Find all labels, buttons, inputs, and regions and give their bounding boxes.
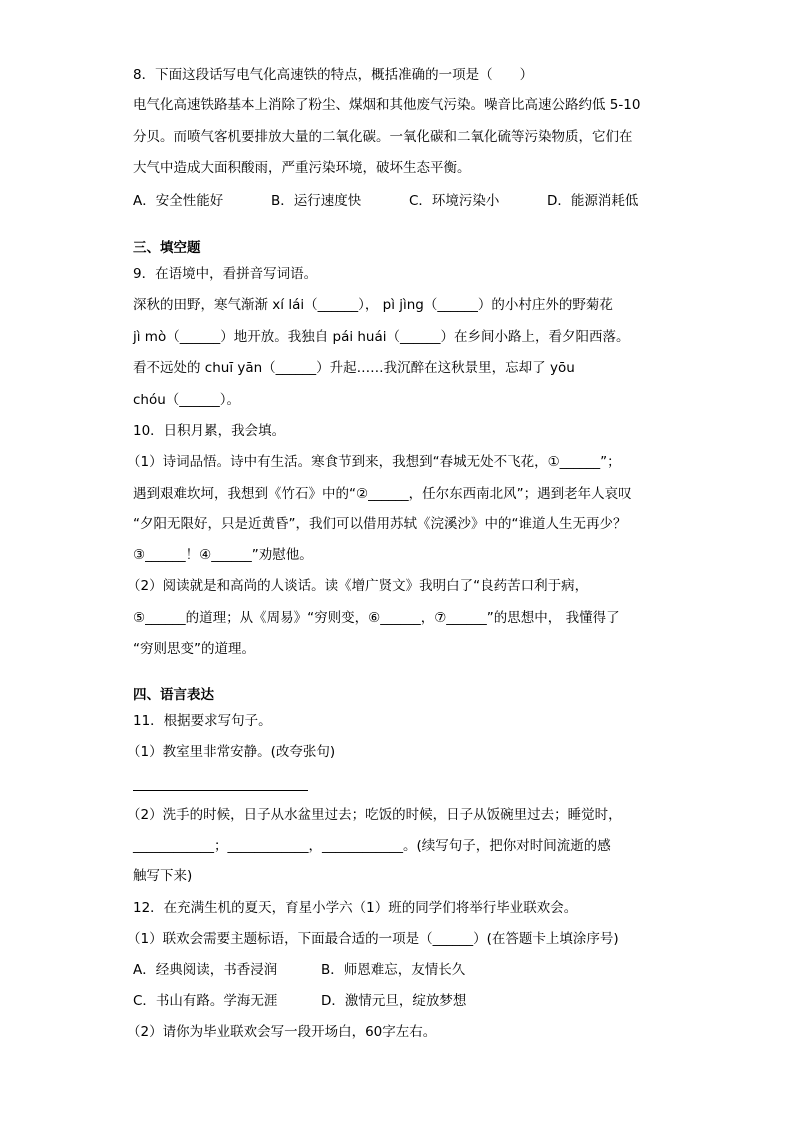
q8-stem: 8．下面这段话写电气化高速铁的特点，概括准确的一项是（ ） (133, 67, 534, 83)
q8-passage-line: 分贝。而喷气客机要排放大量的二氧化碳。一氧化碳和二氧化硫等污染物质，它们在 (133, 129, 633, 145)
q11-stem: 11．根据要求写句子。 (133, 713, 272, 729)
q9-line: 看不远处的 chuī yān（______）升起……我沉醉在这秋景里，忘却了 yōu (133, 360, 575, 376)
q10-line: ③______！④______”劝慰他。 (133, 547, 313, 563)
q10-line: “穷则思变”的道理。 (133, 641, 255, 657)
q9-line: chóu（______）。 (133, 392, 241, 408)
q10-line: 遇到艰难坎坷，我想到《竹石》中的“②______，任尔东西南北风”；遇到老年人哀叹 (133, 486, 632, 502)
q12-option-a: A．经典阅读，书香浸润 (133, 962, 278, 978)
q12-part1: （1）联欢会需要主题标语，下面最合适的一项是（______）(在答题卡上填涂序号) (127, 931, 619, 947)
q12-option-d: D．激情元旦，绽放梦想 (321, 993, 467, 1009)
answer-line (133, 790, 308, 791)
q8-passage-line: 大气中造成大面积酸雨，严重污染环境，破坏生态平衡。 (133, 160, 471, 176)
q10-line: （1）诗词品悟。诗中有生活。寒食节到来，我想到“春城无处不飞花，①______”； (127, 454, 621, 470)
q10-stem: 10．日积月累，我会填。 (133, 423, 286, 439)
q8-passage-line: 电气化高速铁路基本上消除了粉尘、煤烟和其他废气污染。噪音比高速公路约低 5-10 (133, 97, 641, 113)
q8-option-d: D．能源消耗低 (547, 193, 639, 209)
q12-option-b: B．师恩难忘，友情长久 (321, 962, 466, 978)
q11-part2-line: 触写下来) (133, 868, 193, 884)
section-heading-fill-in: 三、填空题 (133, 240, 201, 256)
q9-stem: 9．在语境中，看拼音写词语。 (133, 266, 318, 282)
q10-line: “夕阳无限好，只是近黄昏”，我们可以借用苏轼《浣溪沙》中的“谁道人生无再少？ (133, 516, 627, 532)
q10-line: （2）阅读就是和高尚的人谈话。读《增广贤文》我明白了“良药苦口利于病， (127, 578, 589, 594)
q12-part2: （2）请你为毕业联欢会写一段开场白，60字左右。 (127, 1024, 437, 1040)
q11-part2-line: ____________；____________，____________。(续写句子，把你对时间流逝的感 (133, 838, 611, 854)
q8-option-c: C．环境污染小 (409, 193, 500, 209)
q9-line: jì mò（______）地开放。我独自 pái huái（______）在乡间小路上，看夕阳西落。 (133, 329, 630, 345)
q12-option-c: C．书山有路。学海无涯 (133, 993, 278, 1009)
section-heading-language-expression: 四、语言表达 (133, 687, 214, 703)
q11-part1: （1）教室里非常安静。(改夸张句) (127, 744, 336, 760)
q10-line: ⑤______的道理；从《周易》“穷则变，⑥______，⑦______”的思想中， 我懂得了 (133, 610, 620, 626)
q9-line: 深秋的田野，寒气渐渐 xí lái（______）， pì jìng（______）的小村庄外的野菊花 (133, 297, 613, 313)
q8-option-a: A．安全性能好 (133, 193, 224, 209)
q12-stem: 12．在充满生机的夏天，育星小学六（1）班的同学们将举行毕业联欢会。 (133, 900, 578, 916)
q11-part2-line: （2）洗手的时候，日子从水盆里过去；吃饭的时候，日子从饭碗里过去；睡觉时， (127, 807, 622, 823)
q8-option-b: B．运行速度快 (271, 193, 362, 209)
